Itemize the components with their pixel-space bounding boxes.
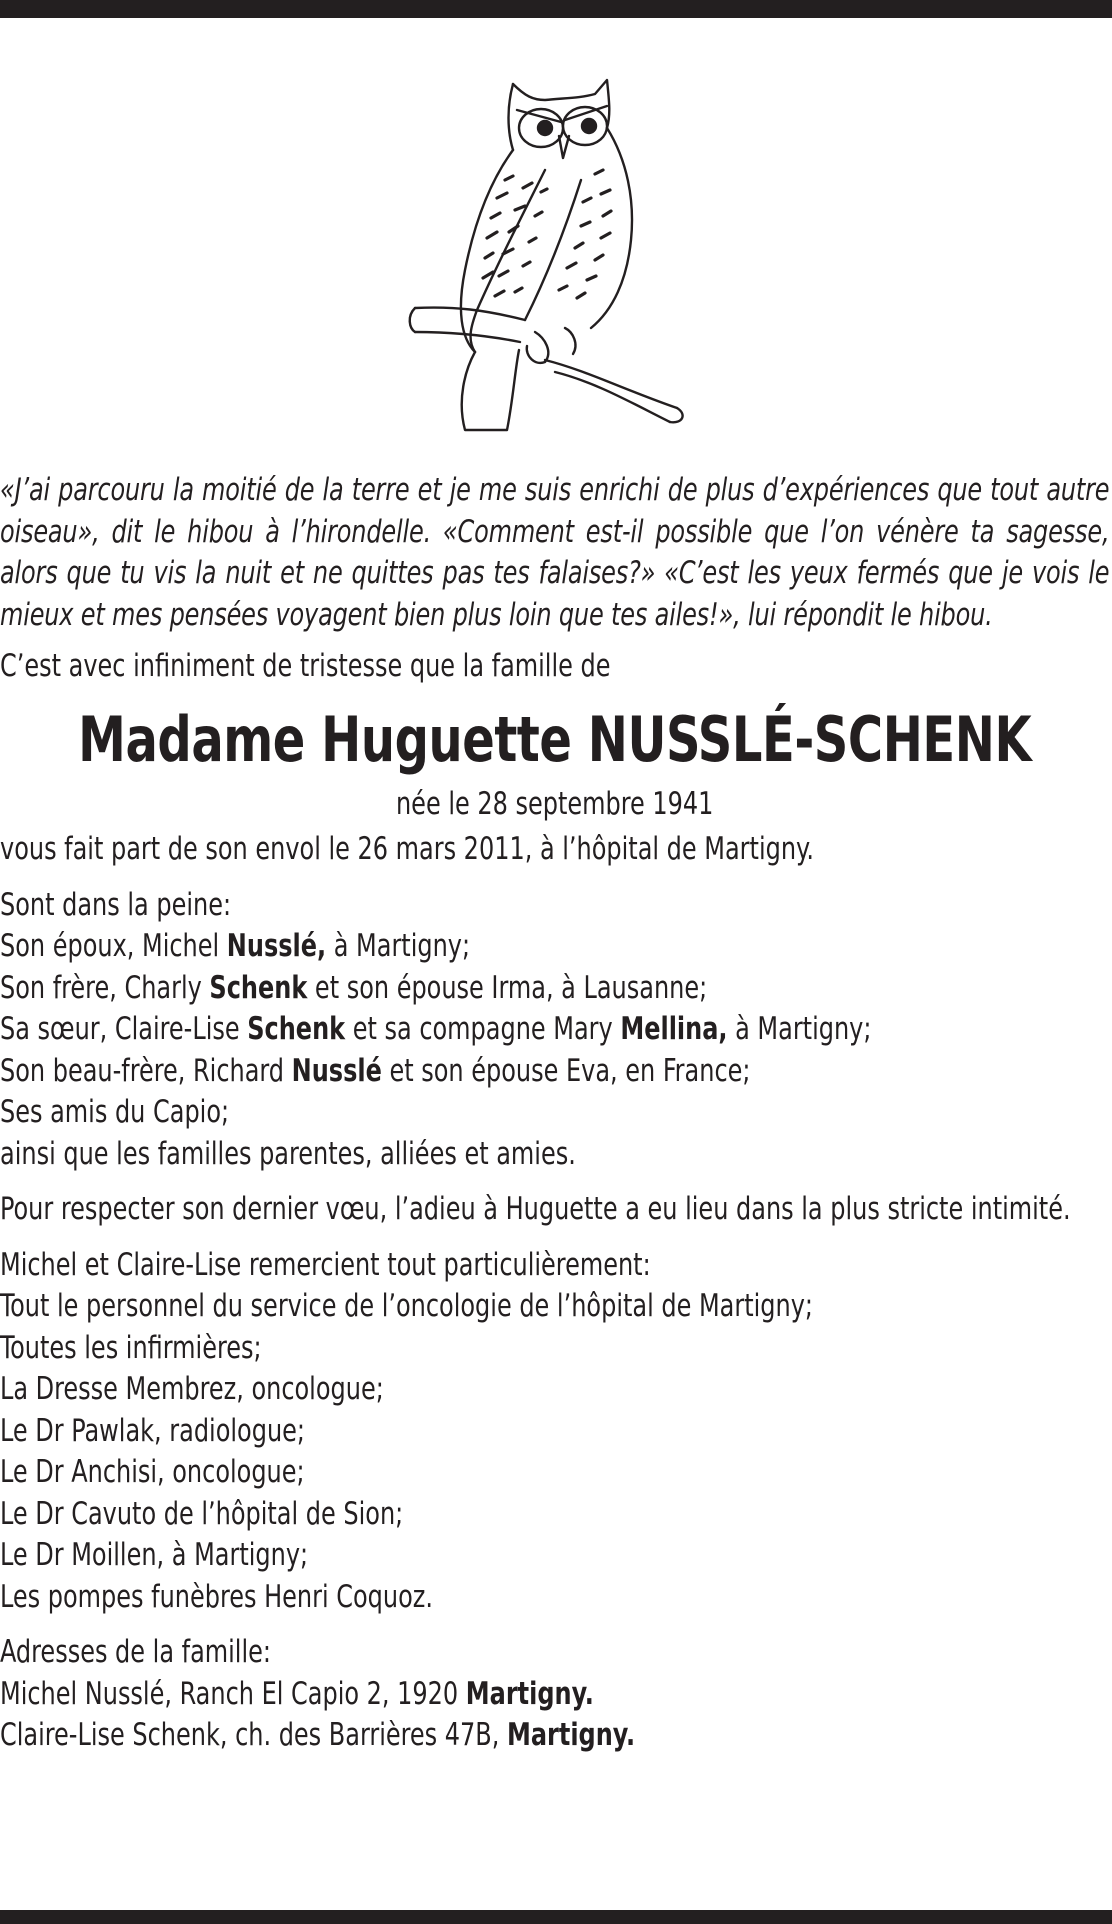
thanks-item: Le Dr Anchisi, oncologue; [0,1454,305,1490]
mourner-text: à Martigny; [326,928,471,964]
intro-line: C’est avec infiniment de tristesse que la famille de [0,648,611,684]
birth-date: née le 28 septembre 1941 [395,785,714,822]
address-line [0,1715,1109,1757]
thanks-item: Tout le personnel du service de l’oncologie de l’hôpital de Martigny; [0,1288,813,1324]
mourner-line: ainsi que les familles parentes, alliées et amies. [0,1135,576,1172]
mourners-heading: Sont dans la peine: [0,886,232,923]
farewell-note: Pour respecter son dernier vœu, l’adieu à Huguette a eu lieu dans la plus stricte intimité. [0,1191,1071,1227]
mourner-surname: Mellina, [620,1011,728,1047]
mourner-text: Son beau-frère, Richard [0,1052,292,1089]
top-rule [0,0,1112,18]
mourner-text: Sa sœur, Claire-Lise [0,1011,248,1047]
mourner-text: Son époux, Michel [0,928,227,964]
owl-icon [395,70,725,440]
address-city: Martigny. [506,1717,636,1753]
address-city: Martigny. [465,1675,594,1712]
thanks-item: Toutes les infirmières; [0,1329,262,1366]
mourner-line [0,926,1109,968]
address-text: Claire-Lise Schenk, ch. des Barrières 47B, [0,1717,507,1753]
thanks-item: Le Dr Moillen, à Martigny; [0,1537,309,1573]
mourner-text: à Martigny; [727,1011,872,1047]
thanks-item: Le Dr Cavuto de l’hôpital de Sion; [0,1495,404,1532]
mourner-line [0,968,1109,1010]
bottom-rule [0,1910,1112,1924]
mourner-surname: Schenk [209,969,308,1006]
owl-quote: «J’ai parcouru la moitié de la terre et je me suis enrichi de plus d’expériences que tout autre oiseau», dit le hibou à l’hirondelle. «Comment est-il possible que l’on vénère ta sagesse, alors que tu vis la nuit et ne quittes pas tes falaises?» «C’est les yeux fermés que je vois le mieux et mes pensées voyagent bien plus loin que tes ailes!», lui répondit le hibou. [0,472,1110,633]
announcement: vous fait part de son envol le 26 mars 2011, à l’hôpital de Martigny. [0,831,815,867]
thanks-item: Les pompes funèbres Henri Coquoz. [0,1578,433,1615]
thanks-item: Le Dr Pawlak, radiologue; [0,1412,306,1449]
mourners-list [0,885,1109,1176]
address-line [0,1674,1109,1716]
mourner-line: Ses amis du Capio; [0,1094,230,1130]
family-addresses [0,1632,1109,1757]
thanks-heading: Michel et Claire-Lise remercient tout particulièrement: [0,1246,651,1283]
mourner-surname: Nusslé, [226,928,327,964]
mourner-text: Son frère, Charly [0,969,210,1006]
mourner-text: et son épouse Irma, à Lausanne; [307,969,708,1006]
obituary-text [0,470,1109,1757]
addresses-heading: Adresses de la famille: [0,1634,271,1670]
mourner-text: et son épouse Eva, en France; [381,1052,751,1089]
mourner-surname: Schenk [247,1011,346,1047]
mourner-surname: Nusslé [291,1052,382,1089]
address-text: Michel Nusslé, Ranch El Capio 2, 1920 [0,1675,466,1712]
thanks-item: La Dresse Membrez, oncologue; [0,1371,384,1407]
thanks-list [0,1245,1109,1619]
mourner-line [0,1009,1109,1051]
deceased-name: Madame Huguette NUSSLÉ-SCHENK [78,702,1032,776]
mourner-text: et sa compagne Mary [345,1011,621,1047]
mourner-line [0,1051,1109,1093]
